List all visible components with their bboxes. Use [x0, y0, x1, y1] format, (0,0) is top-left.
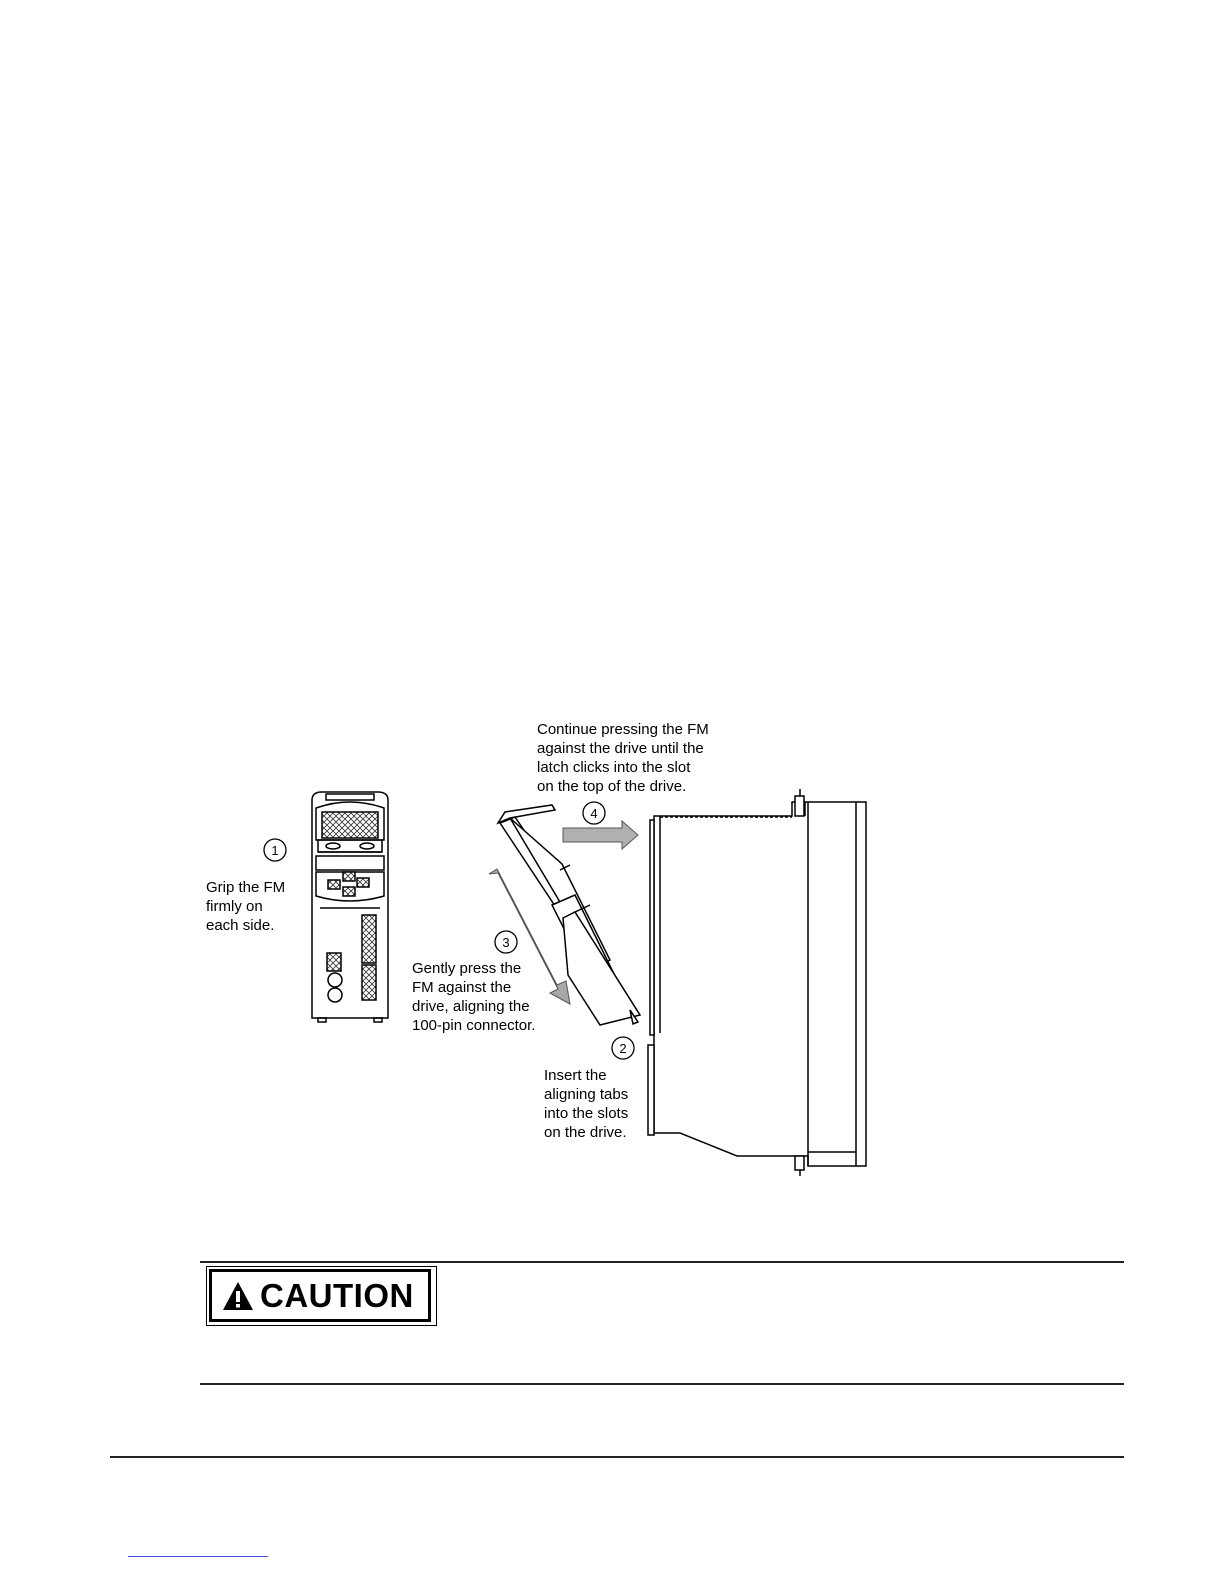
step2-line: aligning tabs	[544, 1086, 629, 1103]
step4-number: 4	[590, 806, 598, 821]
caution-bottom-rule	[200, 1383, 1124, 1385]
step1-line: Grip the FM	[206, 879, 286, 896]
step1-line: firmly on	[206, 898, 263, 915]
caution-top-rule	[200, 1261, 1124, 1263]
step4-line: against the drive until the	[537, 740, 704, 757]
step4-line: on the top of the drive.	[537, 778, 687, 795]
drive-side-view	[648, 789, 866, 1176]
step4-line: Continue pressing the FM	[537, 721, 709, 738]
step3-number: 3	[502, 935, 510, 950]
step4-line: latch clicks into the slot	[537, 759, 691, 776]
step3-line: 100-pin connector.	[412, 1017, 536, 1034]
step2-number: 2	[619, 1041, 627, 1056]
fm-front-view	[312, 792, 388, 1022]
step3-caption	[412, 959, 535, 1035]
step2-line: Insert the	[544, 1067, 607, 1084]
footer-rule	[110, 1456, 1124, 1458]
caution-badge	[209, 1269, 431, 1322]
step3-line: FM against the	[412, 979, 512, 996]
step4-arrow	[563, 821, 638, 849]
step1-line: each side.	[206, 917, 275, 934]
step3-line: drive, aligning the	[412, 998, 530, 1015]
step2-line: on the drive.	[544, 1124, 627, 1141]
caution-label: CAUTION	[260, 1276, 414, 1314]
warning-triangle-icon	[222, 1281, 254, 1311]
footer-link-underline[interactable]	[128, 1556, 268, 1557]
step1-number: 1	[271, 843, 279, 858]
step2-caption	[544, 1066, 628, 1142]
step1-caption	[206, 878, 285, 935]
step4-caption	[537, 720, 709, 796]
step3-line: Gently press the	[412, 960, 522, 977]
step2-line: into the slots	[544, 1105, 629, 1122]
